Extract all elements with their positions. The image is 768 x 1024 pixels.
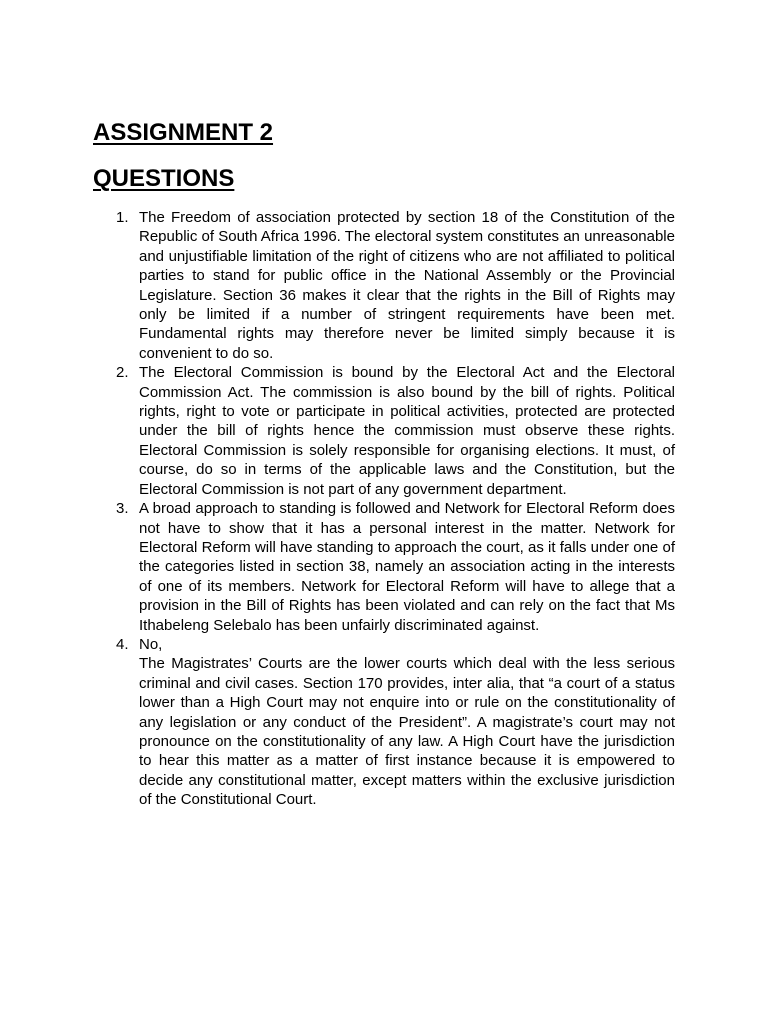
questions-list — [93, 208, 675, 810]
question-answer-short: No, — [139, 635, 163, 653]
question-item-2 — [93, 363, 675, 499]
question-number: 4. — [116, 635, 129, 653]
question-number: 3. — [116, 500, 129, 518]
document-title: ASSIGNMENT 2 — [93, 119, 274, 146]
question-item-1 — [93, 208, 675, 363]
question-item-3 — [93, 499, 675, 635]
question-number: 1. — [116, 209, 129, 226]
document-body — [93, 118, 675, 810]
section-heading-questions: QUESTIONS — [93, 165, 235, 192]
question-answer-text: The Magistrates’ Courts are the lower courts which deal with the less serious criminal and civil cases. Section 170 provides, inter alia, that “a court of a status lower than a High Court may not enquire into or rule on the constitutionality of any legislation or any conduct of the President”. A magistrate’s court may not pronounce on the constitutionality of any law. A High Court have the jurisdiction to hear this matter as a matter of first instance because it is empowered to decide any constitutional matter, except matters within the exclusive jurisdiction of the Constitutional Court. — [139, 655, 675, 809]
question-answer-text: The Electoral Commission is bound by the Electoral Act and the Electoral Commission Act. The commission is also bound by the bill of rights. Political rights, right to vote or participate in political activities, protected are protected under the bill of rights hence the commission must observe these rights. Electoral Commission is solely responsible for organising elections. It must, of course, do so in terms of the applicable laws and the Constitution, but the Electoral Commission is not part of any government department. — [139, 364, 675, 498]
question-number: 2. — [116, 364, 129, 382]
question-item-4 — [93, 635, 675, 810]
question-answer-text: A broad approach to standing is followed and Network for Electoral Reform does not have to show that it has a personal interest in the matter. Network for Electoral Reform will have standing to approach the court, as it falls under one of the categories listed in section 38, namely an association acting in the interests of one of its members. Network for Electoral Reform will have to allege that a provision in the Bill of Rights has been violated and can rely on the fact that Ms Ithabeleng Selebalo has been unfairly discriminated against. — [139, 500, 675, 634]
question-answer-text: The Freedom of association protected by section 18 of the Constitution of the Republic of South Africa 1996. The electoral system constitutes an unreasonable and unjustifiable limitation of the right of citizens who are not affiliated to political parties to stand for public office in the National Assembly or the Provincial Legislature. Section 36 makes it clear that the rights in the Bill of Rights may only be limited if a number of stringent requirements have been met. Fundamental rights may therefore never be limited simply because it is convenient to do so. — [139, 209, 675, 362]
